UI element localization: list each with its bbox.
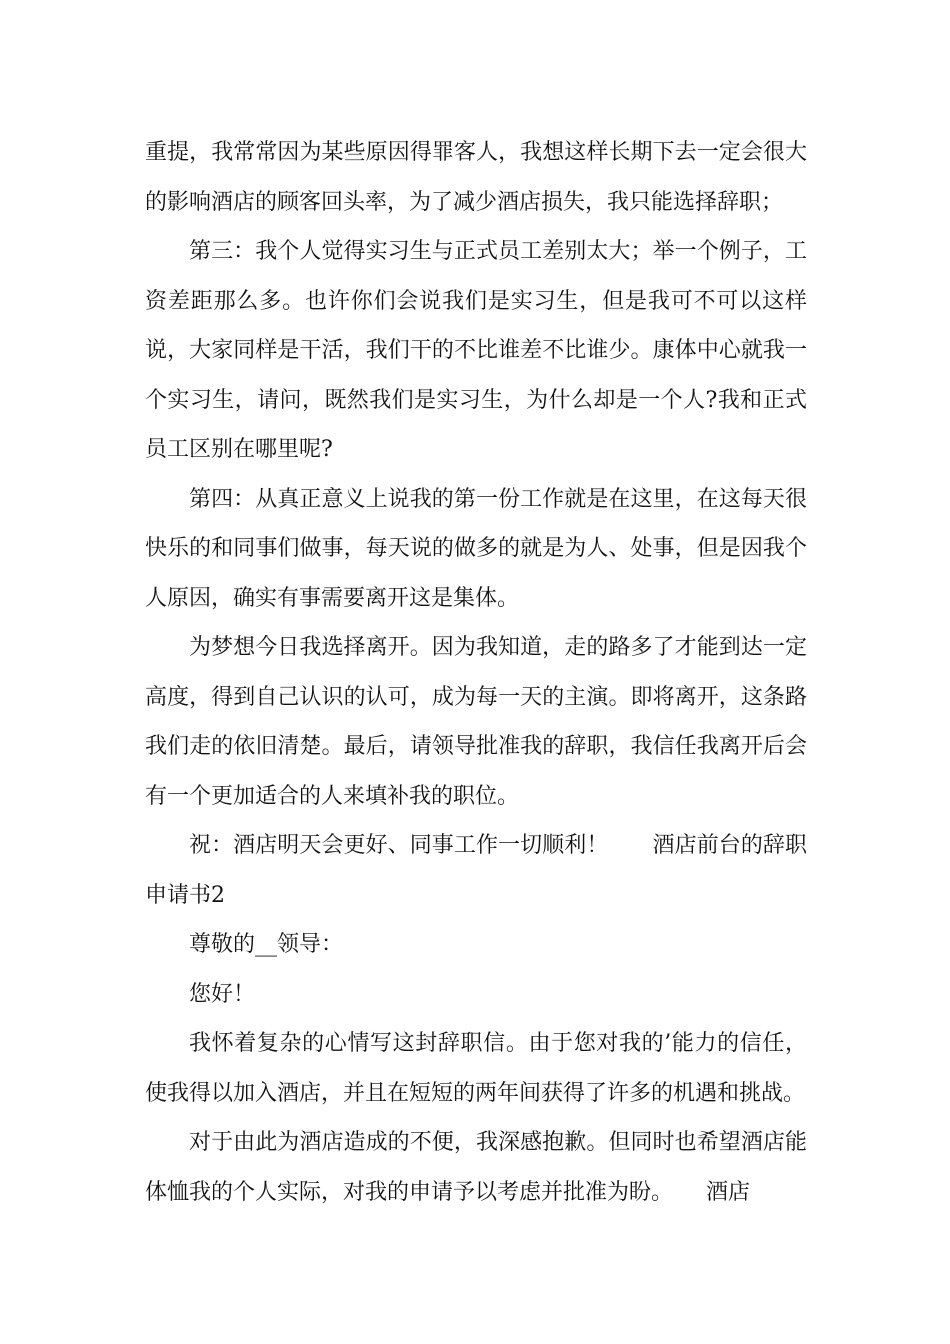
document-body bbox=[145, 128, 807, 1217]
paragraph-2: 第三：我个人觉得实习生与正式员工差别太大；举一个例子，工资差距那么多。也许你们会说我们是实习生，但是我可不可以这样说，大家同样是干活，我们干的不比谁差不比谁少。康体中心就我一个实习生，请问，既然我们是实习生，为什么却是一个人?我和正式员工区别在哪里呢? bbox=[145, 239, 807, 462]
paragraph-3: 第四：从真正意义上说我的第一份工作就是在这里，在这每天很快乐的和同事们做事，每天说的做多的就是为人、处事，但是因我个人原因，确实有事需要离开这是集体。 bbox=[145, 486, 807, 611]
paragraph-6: 尊敬的__领导： bbox=[189, 932, 344, 957]
paragraph-5: 祝：酒店明天会更好、同事工作一切顺利！ 酒店前台的辞职申请书2 bbox=[145, 833, 807, 908]
paragraph-9: 对于由此为酒店造成的不便，我深感抱歉。但同时也希望酒店能体恤我的个人实际，对我的申请予以考虑并批准为盼。 酒店 bbox=[145, 1130, 807, 1205]
paragraph-4: 为梦想今日我选择离开。因为我知道，走的路多了才能到达一定高度，得到自己认识的认可，成为每一天的主演。即将离开，这条路我们走的依旧清楚。最后，请领导批准我的辞职，我信任我离开后会有一个更加适合的人来填补我的职位。 bbox=[145, 635, 807, 809]
paragraph-1: 重提，我常常因为某些原因得罪客人，我想这样长期下去一定会很大的影响酒店的顾客回头率，为了减少酒店损失，我只能选择辞职； bbox=[145, 140, 807, 215]
paragraph-8: 我怀着复杂的心情写这封辞职信。由于您对我的’能力的信任，使我得以加入酒店，并且在短短的两年间获得了许多的机遇和挑战。 bbox=[145, 1031, 807, 1106]
paragraph-7: 您好！ bbox=[189, 981, 256, 1007]
